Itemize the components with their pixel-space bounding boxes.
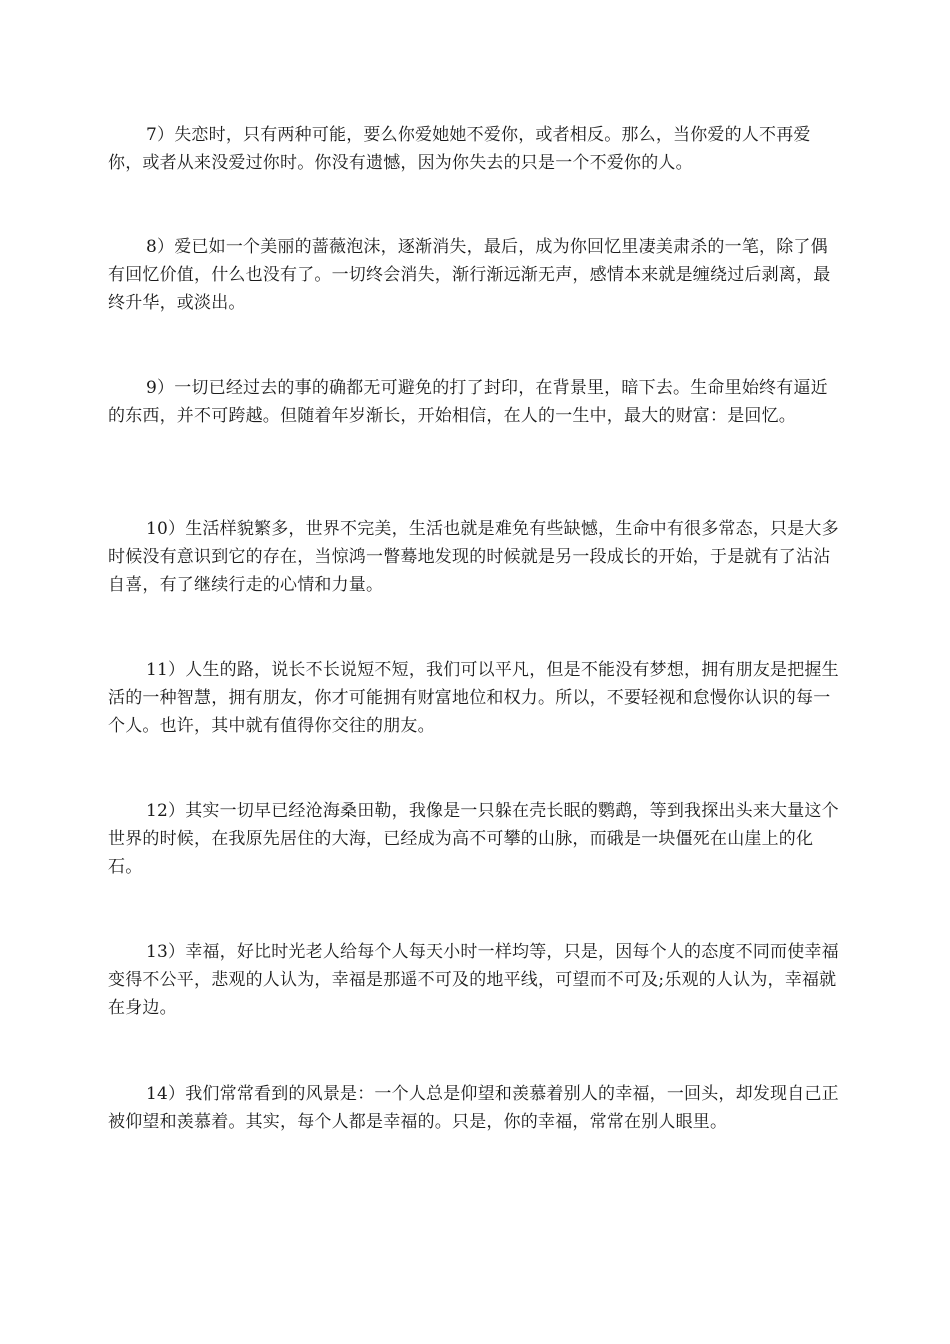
paragraph-12: 12）其实一切早已经沧海桑田勒，我像是一只躲在壳长眠的鹦鹉，等到我探出头来大量这个世界的时候，在我原先居住的大海，已经成为高不可攀的山脉，而硪是一块僵死在山崖上的化石。 xyxy=(108,801,839,877)
paragraph-9: 9）一切已经过去的事的确都无可避免的打了封印，在背景里，暗下去。生命里始终有逼近的东西，并不可跨越。但随着年岁渐长，开始相信，在人的一生中，最大的财富：是回忆。 xyxy=(108,378,828,426)
paragraph-10: 10）生活样貌繁多，世界不完美，生活也就是难免有些缺憾，生命中有很多常态，只是大多时候没有意识到它的存在，当惊鸿一瞥蓦地发现的时候就是另一段成长的开始，于是就有了沾沾自喜，有了继续行走的心情和力量。 xyxy=(108,519,839,595)
paragraph-13: 13）幸福，好比时光老人给每个人每天小时一样均等，只是，因每个人的态度不同而使幸福变得不公平，悲观的人认为，幸福是那遥不可及的地平线，可望而不可及;乐观的人认为，幸福就在身边。 xyxy=(108,942,839,1018)
paragraph-8: 8）爱已如一个美丽的蔷薇泡沫，逐渐消失，最后，成为你回忆里凄美肃杀的一笔，除了偶有回忆价值，什么也没有了。一切终会消失，渐行渐远渐无声，感情本来就是缠绕过后剥离，最终升华，或淡出。 xyxy=(108,237,831,313)
paragraph-14: 14）我们常常看到的风景是：一个人总是仰望和羡慕着别人的幸福，一回头，却发现自己正被仰望和羡慕着。其实，每个人都是幸福的。只是，你的幸福，常常在别人眼里。 xyxy=(108,1084,839,1132)
paragraph-11: 11）人生的路，说长不长说短不短，我们可以平凡，但是不能没有梦想，拥有朋友是把握生活的一种智慧，拥有朋友，你才可能拥有财富地位和权力。所以，不要轻视和怠慢你认识的每一个人。也许，其中就有值得你交往的朋友。 xyxy=(108,660,839,736)
paragraph-7: 7）失恋时，只有两种可能，要么你爱她她不爱你，或者相反。那么，当你爱的人不再爱你，或者从来没爱过你时。你没有遗憾，因为你失去的只是一个不爱你的人。 xyxy=(108,125,811,173)
